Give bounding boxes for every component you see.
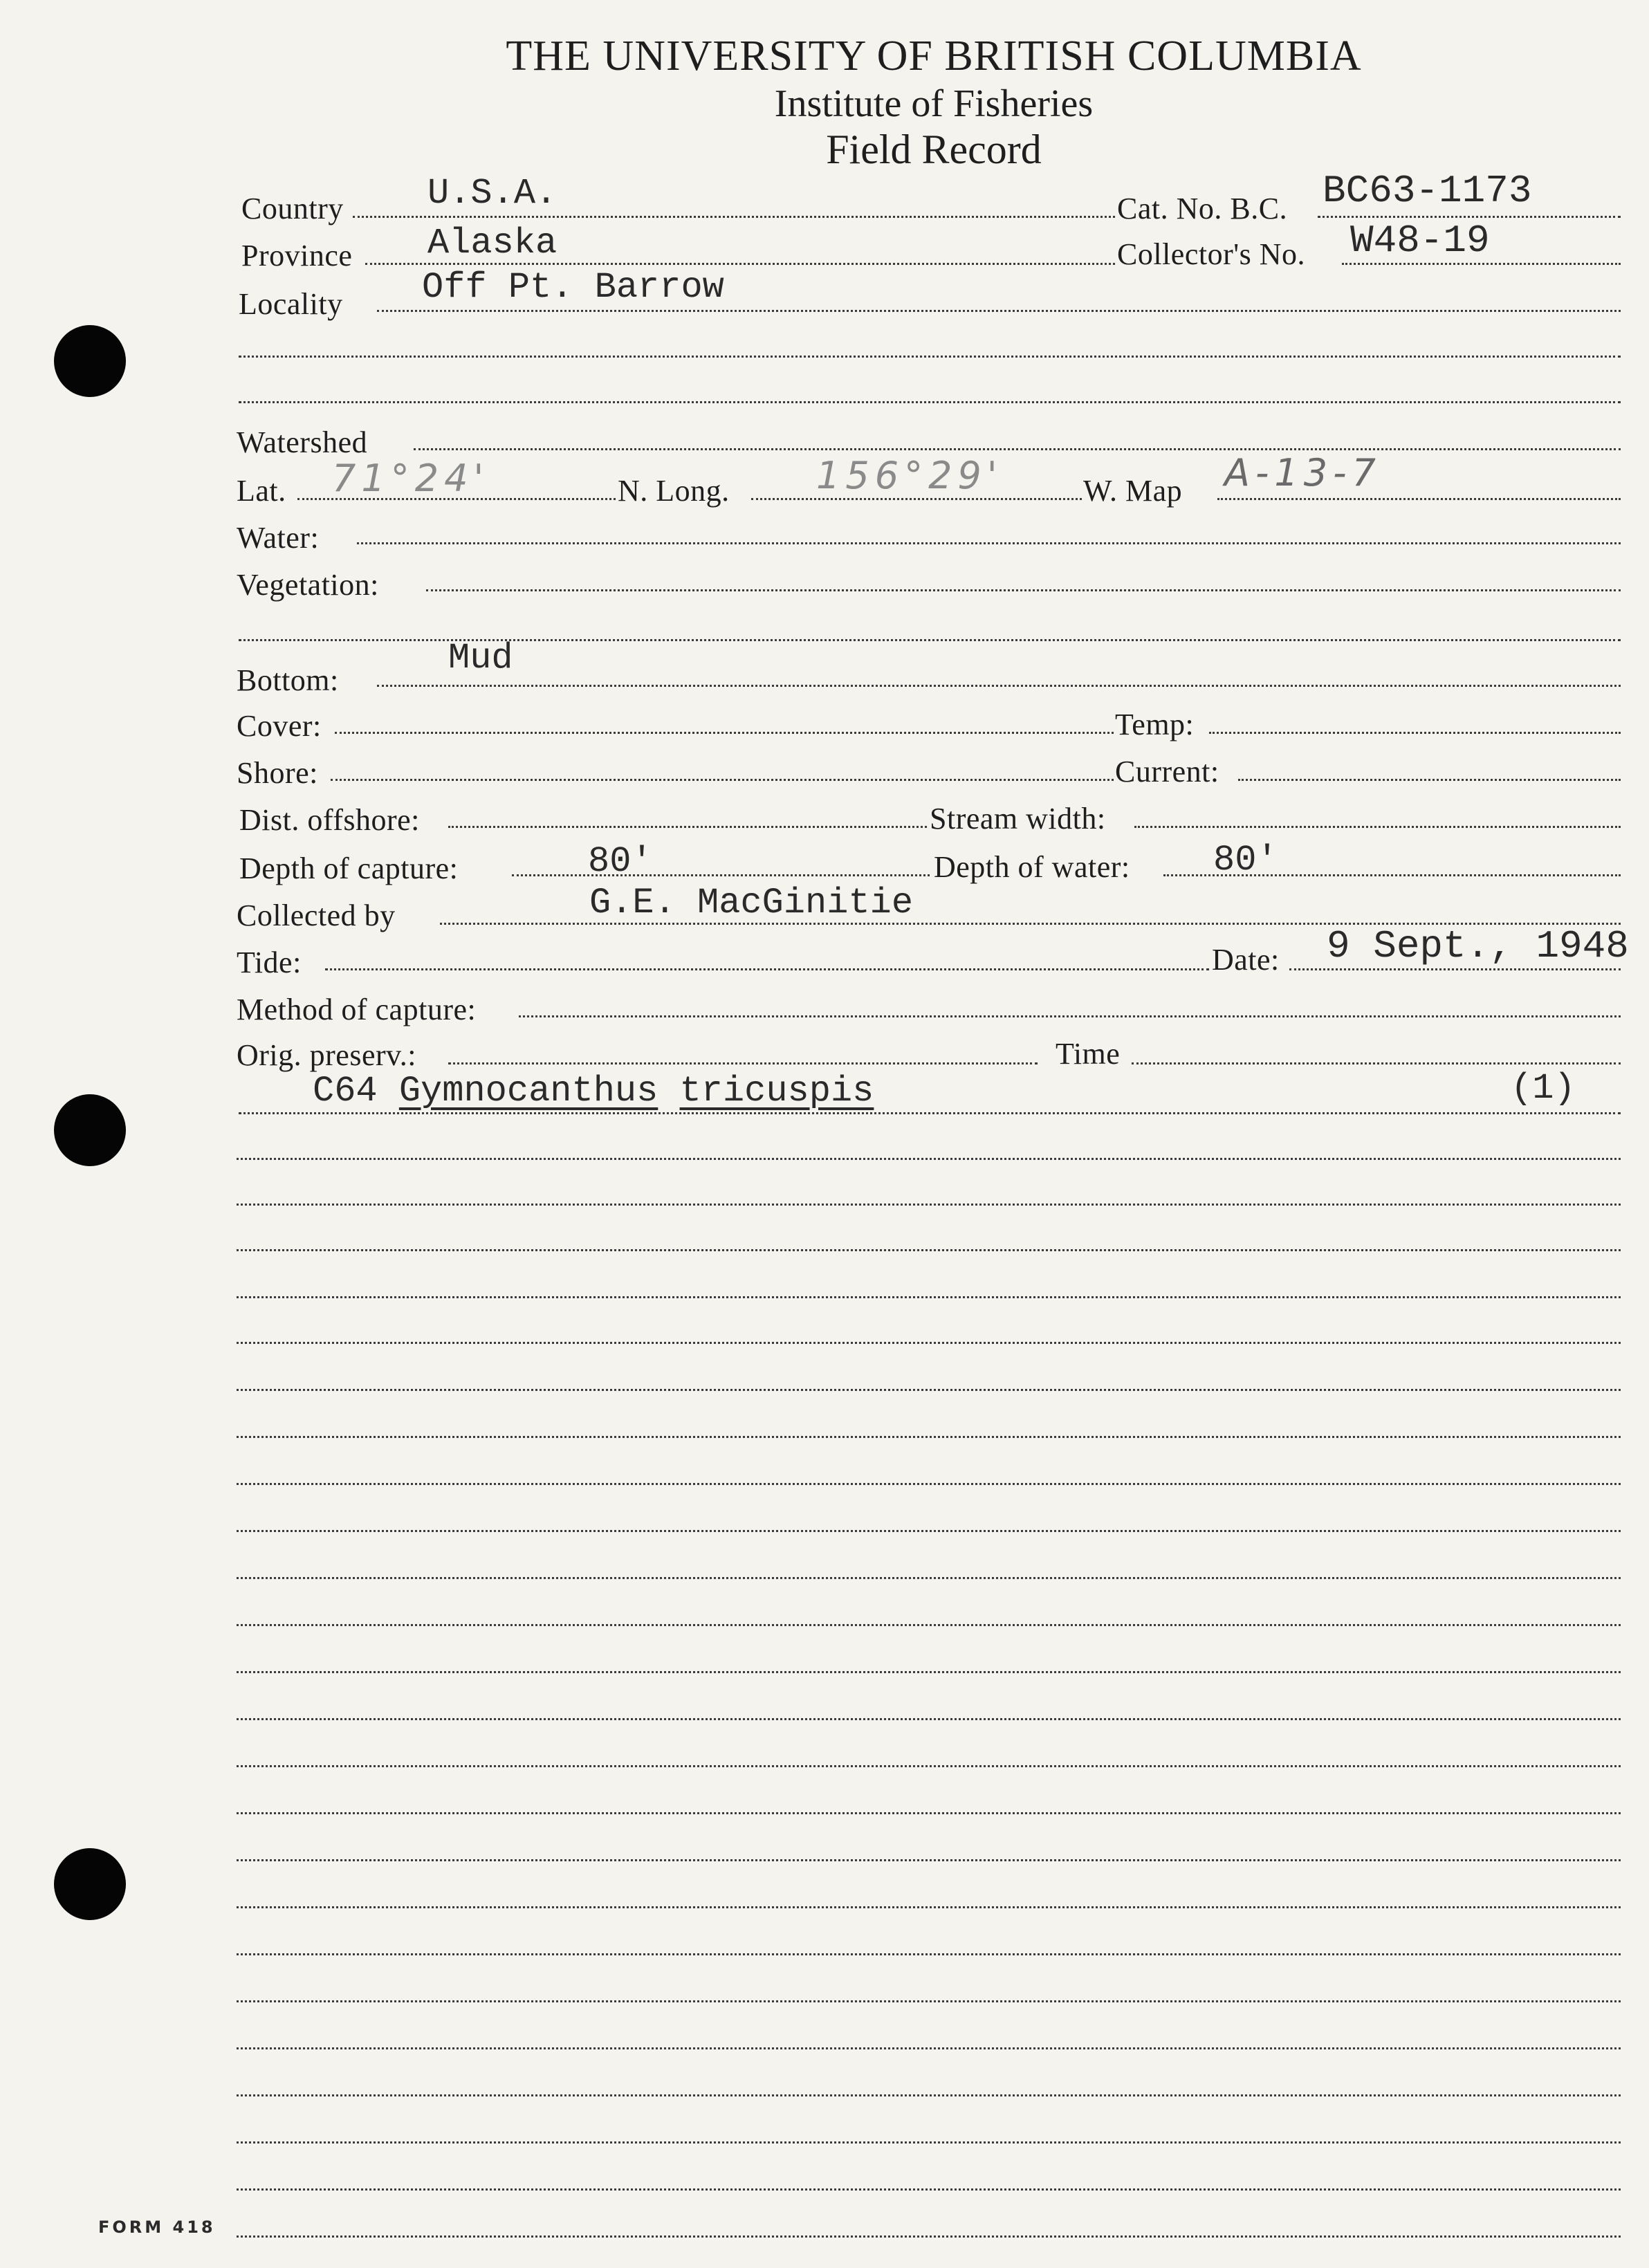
locality-label: Locality [239, 287, 343, 321]
ruled-line [237, 1249, 1621, 1251]
date-value: 9 Sept., 1948 [1327, 924, 1629, 968]
country-value: U.S.A. [427, 173, 558, 214]
specimen-species: tricuspis [679, 1071, 874, 1112]
ruled-line [237, 1158, 1621, 1160]
stream-width-line [1134, 826, 1621, 828]
ruled-line [237, 1530, 1621, 1532]
punch-hole [54, 1848, 126, 1920]
collectors-no-label: Collector's No. [1117, 237, 1306, 271]
vegetation-line [426, 589, 1621, 591]
depth-capture-label: Depth of capture: [239, 851, 459, 885]
vegetation-label: Vegetation: [237, 568, 379, 602]
time-line [1132, 1062, 1621, 1064]
orig-preserv-line [448, 1062, 1038, 1064]
ruled-line [237, 2000, 1621, 2002]
record-title: Field Record [826, 127, 1042, 172]
ruled-line [237, 1483, 1621, 1485]
w-map-label: W. Map [1083, 474, 1183, 508]
ruled-line [237, 2235, 1621, 2238]
ruled-line [237, 1765, 1621, 1767]
long-value: 156°29' [816, 454, 1003, 497]
watershed-line [414, 448, 1621, 450]
lat-value: 71°24' [332, 457, 490, 500]
ruled-line [237, 2047, 1621, 2049]
depth-water-value: 80' [1213, 840, 1278, 881]
university-heading: THE UNIVERSITY OF BRITISH COLUMBIA [506, 33, 1362, 80]
current-label: Current: [1115, 755, 1219, 789]
water-label: Water: [237, 521, 320, 555]
province-value: Alaska [427, 223, 558, 264]
vegetation-line-2 [239, 639, 1621, 641]
temp-label: Temp: [1115, 708, 1195, 741]
locality-line [377, 310, 1621, 312]
specimen-code: C64 [313, 1071, 378, 1112]
institute-heading: Institute of Fisheries [774, 82, 1094, 125]
tide-line [325, 968, 1209, 970]
collected-by-value: G.E. MacGinitie [589, 883, 914, 923]
locality-value: Off Pt. Barrow [422, 267, 724, 308]
ruled-line [237, 1906, 1621, 1908]
map-value: A-13-7 [1224, 451, 1381, 495]
lat-label: Lat. [237, 474, 286, 508]
shore-line [331, 779, 1114, 781]
ruled-line [237, 1859, 1621, 1861]
date-line [1289, 968, 1621, 970]
ruled-line [237, 2141, 1621, 2143]
cover-label: Cover: [237, 709, 322, 743]
punch-hole [54, 325, 126, 397]
watershed-label: Watershed [237, 425, 368, 459]
country-label: Country [241, 192, 344, 225]
country-line [353, 216, 1115, 218]
ruled-line [237, 1436, 1621, 1438]
ruled-line [237, 1953, 1621, 1955]
stream-width-label: Stream width: [930, 802, 1106, 836]
cat-no-label: Cat. No. B.C. [1117, 192, 1288, 225]
ruled-line [237, 1577, 1621, 1579]
depth-capture-line [512, 874, 930, 876]
specimen-count: (1) [1511, 1068, 1576, 1109]
shore-label: Shore: [237, 756, 318, 790]
collectors-no-line [1342, 263, 1621, 265]
province-label: Province [241, 239, 353, 273]
locality-line-2 [239, 356, 1621, 358]
specimen-entry [313, 1071, 874, 1112]
form-number: FORM 418 [98, 2218, 216, 2237]
ruled-line [237, 1296, 1621, 1298]
time-label: Time [1056, 1037, 1121, 1071]
punch-hole [54, 1094, 126, 1166]
cover-line [335, 732, 1114, 734]
date-label: Date: [1212, 943, 1280, 977]
dist-offshore-line [448, 826, 927, 828]
collectors-no-value: W48-19 [1350, 219, 1490, 263]
long-line [751, 498, 1082, 500]
method-label: Method of capture: [237, 993, 477, 1026]
ruled-line [237, 1389, 1621, 1391]
water-line [357, 542, 1621, 544]
ruled-line [237, 1624, 1621, 1626]
ruled-line [237, 2188, 1621, 2191]
collected-by-label: Collected by [237, 898, 396, 932]
n-long-label: N. Long. [618, 474, 730, 508]
locality-line-3 [239, 401, 1621, 403]
depth-water-label: Depth of water: [934, 850, 1130, 884]
map-line [1217, 498, 1621, 500]
bottom-label: Bottom: [237, 663, 339, 697]
ruled-line [237, 1812, 1621, 1814]
orig-preserv-label: Orig. preserv.: [237, 1038, 417, 1072]
temp-line [1209, 732, 1621, 734]
method-line [519, 1015, 1621, 1017]
specimen-genus: Gymnocanthus [398, 1071, 658, 1112]
bottom-value: Mud [448, 638, 513, 679]
specimen-line [239, 1112, 1621, 1114]
dist-offshore-label: Dist. offshore: [239, 803, 420, 837]
ruled-line [237, 1342, 1621, 1344]
ruled-line [237, 2094, 1621, 2096]
depth-capture-value: 80' [588, 841, 653, 882]
ruled-line [237, 1718, 1621, 1720]
cat-no-line [1318, 216, 1621, 218]
ruled-line [237, 1671, 1621, 1673]
tide-label: Tide: [237, 946, 302, 979]
current-line [1238, 779, 1621, 781]
ruled-line [237, 1204, 1621, 1206]
cat-no-value: BC63-1173 [1323, 169, 1532, 213]
bottom-line [377, 685, 1621, 687]
